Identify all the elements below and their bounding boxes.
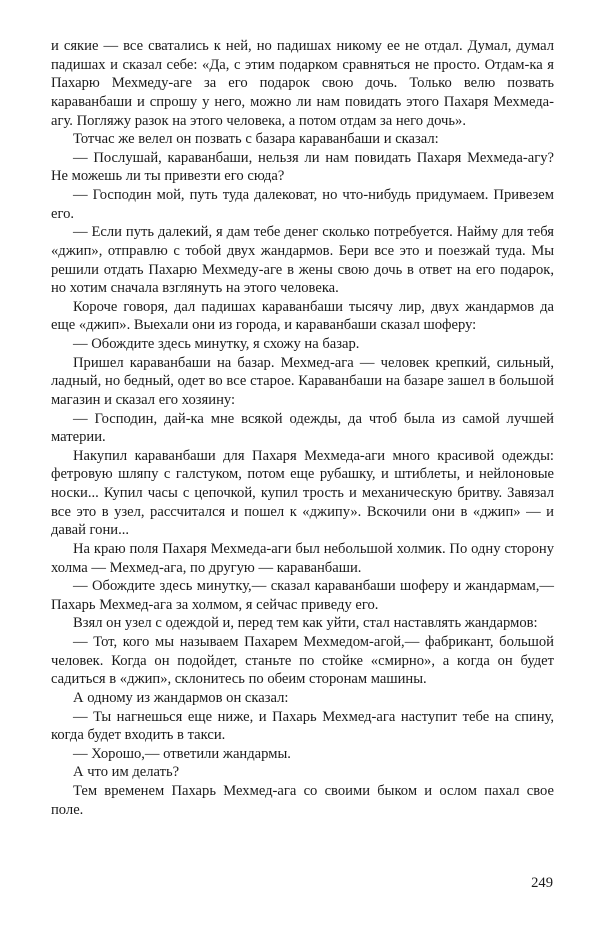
paragraph: На краю поля Пахаря Мехмеда-аги был небольшой холмик. По одну сторону холма — Мехмед-ага, по другую — караванбаши. (51, 540, 554, 576)
paragraph: Тем временем Пахарь Мехмед-ага со своими быком и ослом пахал свое поле. (51, 783, 554, 818)
page-body (51, 37, 554, 819)
dialogue-line: — Господин, дай-ка мне всякой одежды, да чтоб была из самой лучшей материи. (51, 410, 554, 446)
paragraph: Накупил караванбаши для Пахаря Мехмеда-аги много красивой одежды: фетровую шляпу с галстуком, потом еще рубашку, и штиблеты, и нейлоновые носки... Купил часы с цепочкой, купил трость и механическую бритву. Завязал все это в узел, рассчитался и пошел к «джипу». Вскочили они в «джип» — и давай гони... (51, 447, 554, 539)
paragraph: Пришел караванбаши на базар. Мехмед-ага — человек крепкий, сильный, ладный, но бедный, одет во все старое. Караванбаши на базаре зашел в большой магазин и сказал его хозяину: (51, 354, 554, 408)
dialogue-line: — Обождите здесь минутку,— сказал караванбаши шоферу и жандармам,— Пахарь Мехмед-ага за холмом, я сейчас приведу его. (51, 578, 554, 613)
dialogue-line: — Если путь далекий, я дам тебе денег сколько потребуется. Найму для тебя «джип», отправлю с тобой двух жандармов. Бери все это и поезжай туда. Мы решили отдать Пахарю Мехмеду-аге в жены свою дочь в ответ на его подарок, но хотим сначала взглянуть на этого человека. (51, 224, 554, 297)
paragraph: Тотчас же велел он позвать с базара караванбаши и сказал: (73, 131, 439, 148)
paragraph: А одному из жандармов он сказал: (73, 689, 289, 706)
page-number: 249 (531, 875, 553, 891)
dialogue-line: — Ты нагнешься еще ниже, и Пахарь Мехмед-ага наступит тебе на спину, когда будет входить в такси. (51, 708, 554, 744)
paragraph-continuation: и сякие — все сватались к ней, но падишах никому ее не отдал. Думал, думал падишах и сказал себе: «Да, с этим подарком сравняться не просто. Отдам-ка я Пахарю Мехмеду-аге за его подарок свою дочь. Только велю позвать караванбаши и спрошу у него, можно ли нам повидать этого Пахаря Мехмеда-агу. Погляжу разок на этого человека, а потом отдам за него дочь». (51, 38, 554, 129)
dialogue-line: — Послушай, караванбаши, нельзя ли нам повидать Пахаря Мехмеда-агу? Не можешь ли ты привезти его сюда? (51, 149, 554, 185)
dialogue-line: — Обождите здесь минутку, я схожу на базар. (73, 336, 360, 352)
dialogue-line: — Господин мой, путь туда далековат, но что-нибудь придумаем. Привезем его. (51, 187, 554, 222)
dialogue-line: — Хорошо,— ответили жандармы. (73, 745, 291, 762)
paragraph: Короче говоря, дал падишах караванбаши тысячу лир, двух жандармов да еще «джип». Выехали они из города, и караванбаши сказал шоферу: (51, 298, 554, 334)
paragraph: А что им делать? (73, 764, 180, 781)
dialogue-line: — Тот, кого мы называем Пахарем Мехмедом-агой,— фабрикант, большой человек. Когда он подойдет, станьте по стойке «смирно», а когда он будет садиться в «джип», склонитесь по обеим сторонам машины. (51, 634, 554, 688)
paragraph: Взял он узел с одеждой и, перед тем как уйти, стал наставлять жандармов: (73, 615, 538, 632)
